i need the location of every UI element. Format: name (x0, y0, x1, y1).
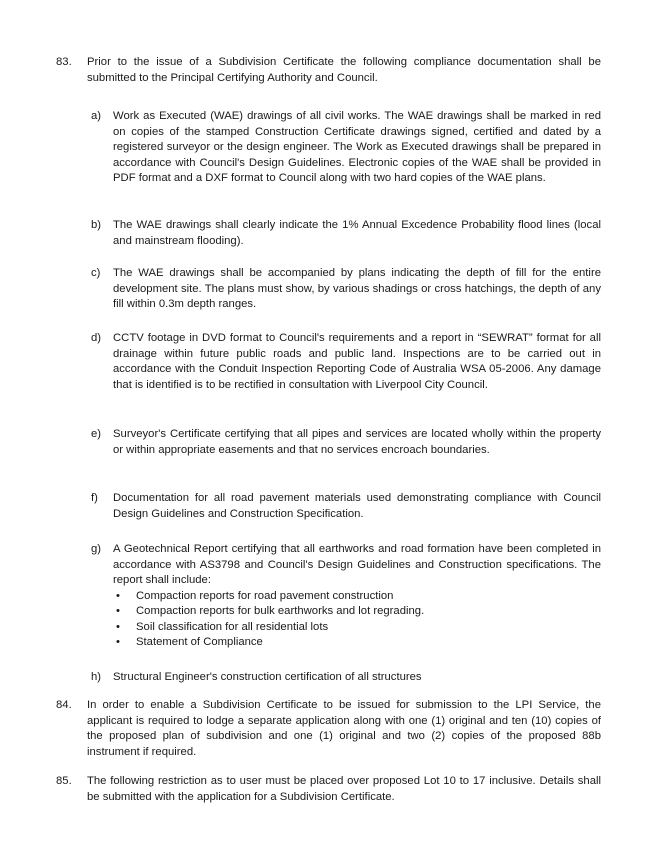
bullet-icon: • (116, 605, 120, 617)
item-label: g) (91, 543, 102, 555)
item-label: e) (91, 428, 102, 440)
item-text: The WAE drawings shall clearly indicate the 1% Annual Excedence Probability flood lines (local and mainstream flooding). (113, 219, 601, 247)
item-label: a) (91, 110, 102, 122)
item-d (91, 331, 601, 393)
condition-84 (56, 698, 601, 760)
bullet-icon: • (116, 636, 120, 648)
item-label: c) (91, 267, 101, 279)
item-f (91, 491, 601, 522)
item-b (91, 218, 601, 249)
condition-text: The following restriction as to user must be placed over proposed Lot 10 to 17 inclusive. Details shall be submitted with the application for a Subdivision Certificate. (87, 775, 601, 803)
item-label: h) (91, 671, 102, 683)
bullet-icon: • (116, 620, 120, 633)
item-text: Work as Executed (WAE) drawings of all civil works. The WAE drawings shall be marked in red on copies of the stamped Construction Certificate drawings signed, certified and dated by a registered surveyor or the design engineer. The Work as Executed drawings shall be prepared in accordance with Council's Design Guidelines. Electronic copies of the WAE shall be provided in PDF format and a DXF format to Council along with two hard copies of the WAE plans. (113, 110, 601, 184)
item-text: Documentation for all road pavement materials used demonstrating compliance with Council Design Guidelines and Construction Specification. (113, 492, 601, 520)
item-g (91, 542, 601, 651)
item-text: Surveyor's Certificate certifying that all pipes and services are located wholly within the property or within appropriate easements and that no services encroach boundaries. (113, 428, 601, 456)
condition-number: 85. (56, 775, 72, 787)
list-item: • Soil classification for all residential lots (113, 620, 601, 636)
item-text: The WAE drawings shall be accompanied by plans indicating the depth of fill for the entire development site. The plans must show, by various shadings or cross hatchings, the depth of any fill within 0.3m depth ranges. (113, 267, 601, 310)
condition-85 (56, 774, 601, 805)
report-contents-list (113, 589, 601, 651)
item-label: b) (91, 219, 102, 231)
item-text: Structural Engineer's construction certification of all structures (113, 671, 422, 683)
bullet-icon: • (116, 589, 120, 602)
condition-83 (56, 55, 601, 86)
list-item: • Statement of Compliance (113, 635, 601, 651)
item-text: A Geotechnical Report certifying that all earthworks and road formation have been completed in accordance with AS3798 and Council's Design Guidelines and Construction specifications. The report shall include: (113, 543, 601, 586)
item-text: CCTV footage in DVD format to Council's requirements and a report in “SEWRAT” format for all drainage within future public roads and public land. Inspections are to be carried out in accordance with the Conduit Inspection Reporting Code of Australia WSA 05-2006. Any damage that is identified is to be rectified in consultation with Liverpool City Council. (113, 332, 601, 391)
item-h (91, 670, 601, 686)
condition-number: 83. (56, 56, 72, 68)
list-item: • Compaction reports for bulk earthworks and lot regrading. (113, 604, 601, 620)
item-e (91, 427, 601, 458)
item-label: d) (91, 332, 102, 344)
item-a (91, 109, 601, 187)
condition-text: Prior to the issue of a Subdivision Certificate the following compliance documentation shall be submitted to the Principal Certifying Authority and Council. (87, 56, 601, 84)
list-item: • Compaction reports for road pavement construction (113, 589, 601, 605)
item-c (91, 266, 601, 313)
condition-number: 84. (56, 699, 72, 711)
condition-text: In order to enable a Subdivision Certificate to be issued for submission to the LPI Service, the applicant is required to lodge a separate application along with one (1) original and ten (10) copies of the proposed plan of subdivision and one (1) original and two (2) copies of the proposed 88b instrument if required. (87, 699, 601, 758)
item-label: f) (91, 492, 98, 504)
